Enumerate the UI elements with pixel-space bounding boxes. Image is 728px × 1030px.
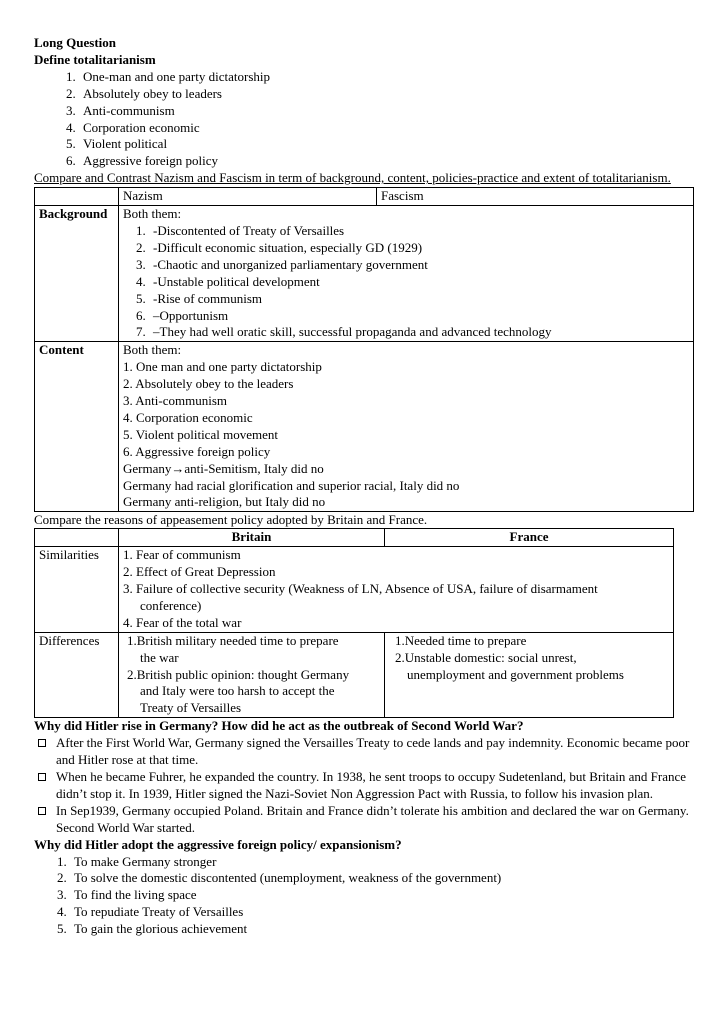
list-item: 5. To gain the glorious achievement: [70, 921, 694, 938]
row-label-background: Background: [35, 206, 119, 342]
section-heading: Long Question: [34, 35, 116, 50]
list-item: Germany had racial glorification and superior racial, Italy did no: [123, 477, 460, 493]
list-item: 1.Needed time to prepare: [395, 632, 527, 648]
appeasement-question: Compare the reasons of appeasement policy adopted by Britain and France.: [34, 512, 428, 528]
totalitarianism-title: Define totalitarianism: [34, 51, 156, 67]
list-item: 3. Failure of collective security (Weakness of LN, Absence of USA, failure of disarmament: [123, 581, 598, 596]
list-item: 6. Aggressive foreign policy: [123, 443, 271, 459]
content-cell: [119, 342, 694, 512]
list-item: 3. To find the living space: [70, 887, 694, 904]
content-intro: Both them:: [123, 342, 182, 358]
list-item: 4. To repudiate Treaty of Versailles: [70, 904, 694, 921]
row-label-similarities: Similarities: [35, 547, 119, 633]
list-item: 5. -Rise of communism: [149, 291, 689, 308]
table-corner-cell: [35, 529, 119, 547]
col-header-britain: Britain: [119, 529, 385, 547]
table-row: [35, 632, 674, 718]
table-corner-cell: [35, 188, 119, 206]
table-row: [35, 342, 694, 512]
list-item: 3. -Chaotic and unorganized parliamentary government: [149, 257, 689, 274]
list-item-continuation: Treaty of Versailles: [140, 700, 242, 716]
list-item: 2. Effect of Great Depression: [123, 564, 276, 580]
list-item: 3. Anti-communism: [79, 103, 694, 120]
list-item: 4. Corporation economic: [79, 120, 694, 137]
background-intro: Both them:: [123, 206, 182, 222]
list-item: 1. Fear of communism: [123, 547, 241, 563]
list-item-continuation: the war: [140, 649, 179, 665]
list-item: 1. -Discontented of Treaty of Versailles: [149, 223, 689, 240]
list-item: In Sep1939, Germany occupied Poland. Britain and France didn’t tolerate his ambition and declared the war on Germany. Second World War started.: [34, 803, 694, 837]
list-item: 4. -Unstable political development: [149, 274, 689, 291]
col-header-nazism: Nazism: [119, 188, 377, 206]
list-item: 1. One-man and one party dictatorship: [79, 69, 694, 86]
list-item: 2. Absolutely obey to leaders: [79, 86, 694, 103]
list-item: 4. Fear of the total war: [123, 614, 242, 630]
right-arrow-icon: →: [171, 460, 185, 476]
background-cell: [119, 206, 694, 342]
list-item: 5. Violent political: [79, 136, 694, 153]
list-item: 2. To solve the domestic discontented (unemployment, weakness of the government): [70, 870, 694, 887]
expansionism-list: [34, 854, 694, 939]
appeasement-table: [34, 528, 674, 718]
similarities-cell: [119, 547, 674, 633]
col-header-fascism: Fascism: [377, 188, 694, 206]
list-item: After the First World War, Germany signed the Versailles Treaty to cede lands and pay indemnity. Economic became poor and Hitler rose at that time.: [34, 735, 694, 769]
britain-differences-cell: [119, 632, 385, 718]
list-item: 1.British military needed time to prepare: [127, 632, 339, 648]
table-header-row: [35, 529, 674, 547]
table-row: [35, 206, 694, 342]
list-item: 6. Aggressive foreign policy: [79, 153, 694, 170]
nazism-fascism-question: Compare and Contrast Nazism and Fascism in term of background, content, policies-practice and extent of totalitarianism.: [34, 170, 671, 186]
list-item-continuation: and Italy were too harsh to accept the: [140, 683, 335, 699]
list-item: 5. Violent political movement: [123, 426, 278, 442]
checkbox-bullet-icon: [38, 739, 46, 747]
list-item: 6. –Opportunism: [149, 308, 689, 325]
list-item-continuation: unemployment and government problems: [407, 666, 624, 682]
content-diff-subject: Germany: [123, 460, 172, 476]
checkbox-bullet-icon: [38, 807, 46, 815]
list-item: 1. One man and one party dictatorship: [123, 359, 322, 375]
list-item: Germany anti-religion, but Italy did no: [123, 494, 326, 510]
list-item: 2.Unstable domestic: social unrest,: [395, 649, 577, 665]
background-list: [123, 223, 689, 341]
list-item: 3. Anti-communism: [123, 393, 227, 409]
col-header-france: France: [385, 529, 674, 547]
row-label-differences: Differences: [35, 632, 119, 718]
list-item: When he became Fuhrer, he expanded the country. In 1938, he sent troops to occupy Sudetenland, but Britain and France didn’t stop it. In 1939, Hitler signed the Nazi-Soviet Non Aggression Pact with Russia, to follow his invasion plan.: [34, 769, 694, 803]
row-label-content: Content: [35, 342, 119, 512]
list-item-continuation: conference): [140, 597, 202, 613]
hitler-rise-list: [34, 735, 694, 836]
france-differences-cell: [385, 632, 674, 718]
list-item: 2.British public opinion: thought Germany: [127, 666, 350, 682]
expansionism-question: Why did Hitler adopt the aggressive foreign policy/ expansionism?: [34, 836, 402, 852]
list-item: 2. -Difficult economic situation, especially GD (1929): [149, 240, 689, 257]
hitler-rise-question: Why did Hitler rise in Germany? How did he act as the outbreak of Second World War?: [34, 718, 524, 734]
document-page: [34, 35, 694, 938]
list-item: 4. Corporation economic: [123, 409, 253, 425]
list-item: 7. –They had well oratic skill, successful propaganda and advanced technology: [149, 324, 689, 341]
totalitarianism-list: [34, 69, 694, 170]
nazism-fascism-table: [34, 187, 694, 512]
list-item: [123, 461, 689, 478]
checkbox-bullet-icon: [38, 773, 46, 781]
table-header-row: [35, 188, 694, 206]
content-diff-text: anti-Semitism, Italy did no: [184, 460, 324, 476]
list-item: 1. To make Germany stronger: [70, 854, 694, 871]
content-list: [123, 359, 689, 511]
table-row: [35, 547, 674, 633]
list-item: 2. Absolutely obey to the leaders: [123, 376, 294, 392]
